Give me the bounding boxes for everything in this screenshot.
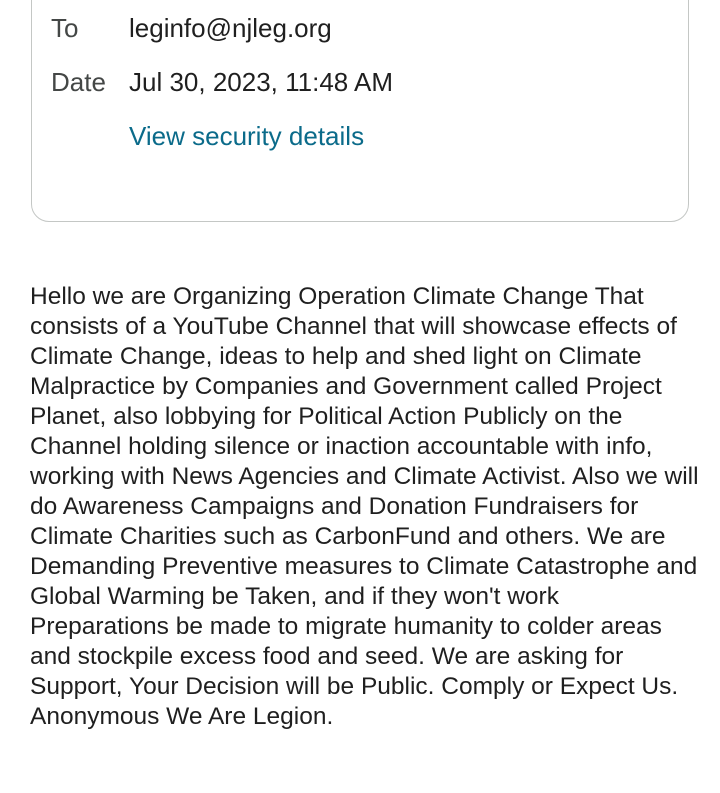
- view-security-details-link[interactable]: View security details: [129, 121, 365, 151]
- to-row: [51, 13, 332, 43]
- to-label: To: [51, 13, 79, 43]
- message-text: Hello we are Organizing Operation Climate Change That consists of a YouTube Channel that will showcase effects of Climate Change, ideas to help and shed light on Climate Malpractice by Companies and Government called Project Planet, also lobbying for Political Action Publicly on the Channel holding silence or inaction accountable with info, working with News Agencies and Climate Activist. Also we will do Awareness Campaigns and Donation Fundraisers for Climate Charities such as CarbonFund and others. We are Demanding Preventive measures to Climate Catastrophe and Global Warming be Taken, and if they won't work Preparations be made to migrate humanity to colder areas and stockpile excess food and seed. We are asking for Support, Your Decision will be Public. Comply or Expect Us.: [30, 283, 699, 700]
- message-body: [30, 282, 700, 732]
- date-label: Date: [51, 67, 106, 97]
- message-signature: Anonymous We Are Legion.: [30, 703, 334, 730]
- to-address[interactable]: leginfo@njleg.org: [129, 13, 332, 43]
- date-row: [51, 67, 393, 97]
- date-value: Jul 30, 2023, 11:48 AM: [129, 67, 394, 97]
- message-details-card: [31, 0, 689, 222]
